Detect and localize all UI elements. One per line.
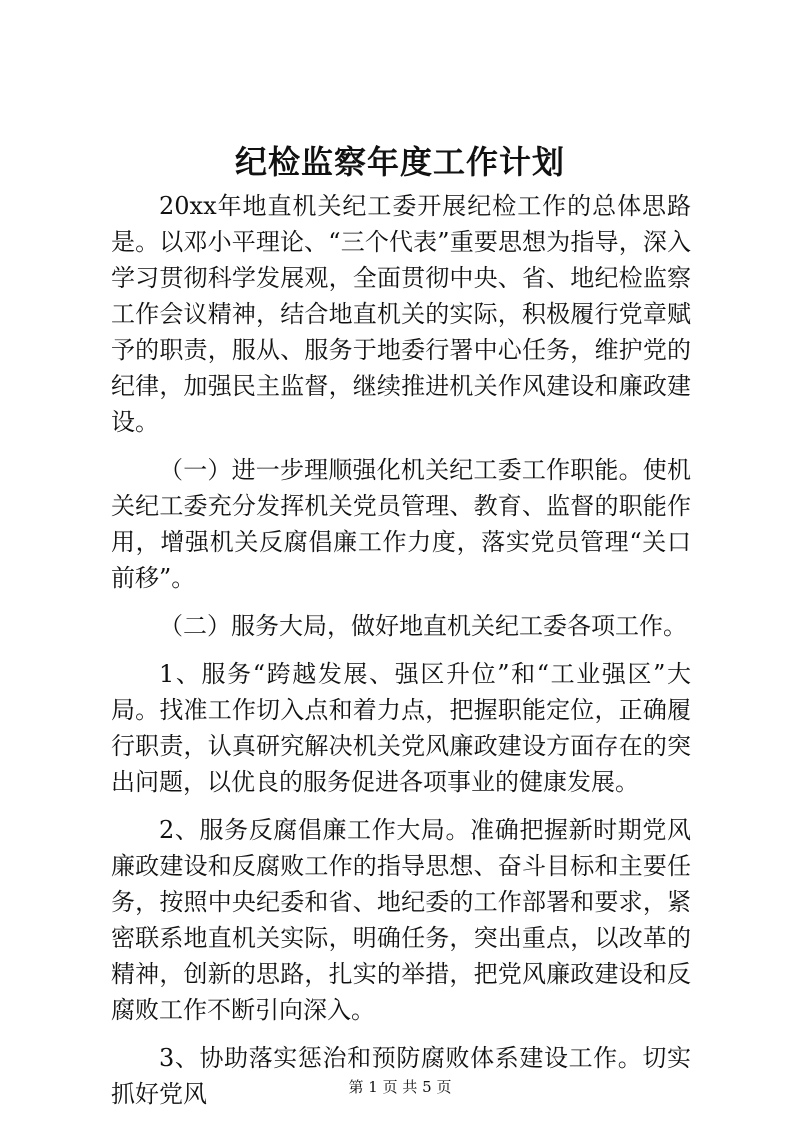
paragraph-subitem-2: 2、服务反腐倡廉工作大局。准确把握新时期党风廉政建设和反腐败工作的指导思想、奋斗目标和主要任务，按照中央纪委和省、地纪委的工作部署和要求，紧密联系地直机关实际，明确任务，突出重点，以改革的精神，创新的思路，扎实的举措，把党风廉政建设和反腐败工作不断引向深入。	[111, 816, 691, 1024]
paragraph-item-2: （二）服务大局，做好地直机关纪工委各项工作。	[159, 612, 687, 640]
page-footer: 第 1 页 共 5 页	[348, 1078, 452, 1096]
paragraph-overview: 20xx年地直机关纪工委开展纪检工作的总体思路是。以邓小平理论、“三个代表”重要思想为指导，深入学习贯彻科学发展观，全面贯彻中央、省、地纪检监察工作会议精神，结合地直机关的实际，积极履行党章赋予的职责，服从、服务于地委行署中心任务，维护党的纪律，加强民主监督，继续推进机关作风建设和廉政建设。	[111, 192, 691, 436]
document-body	[111, 188, 691, 1112]
document-title: 纪检监察年度工作计划	[234, 143, 565, 181]
paragraph-item-1: （一）进一步理顺强化机关纪工委工作职能。使机关纪工委充分发挥机关党员管理、教育、监督的职能作用，增强机关反腐倡廉工作力度，落实党员管理“关口前移”。	[111, 456, 691, 592]
paragraph-subitem-3: 3、协助落实惩治和预防腐败体系建设工作。切实抓好党风	[111, 1044, 691, 1108]
paragraph-subitem-1: 1、服务“跨越发展、强区升位”和“工业强区”大局。找准工作切入点和着力点，把握职能定位，正确履行职责，认真研究解决机关党风廉政建设方面存在的突出问题，以优良的服务促进各项事业的健康发展。	[111, 660, 691, 796]
